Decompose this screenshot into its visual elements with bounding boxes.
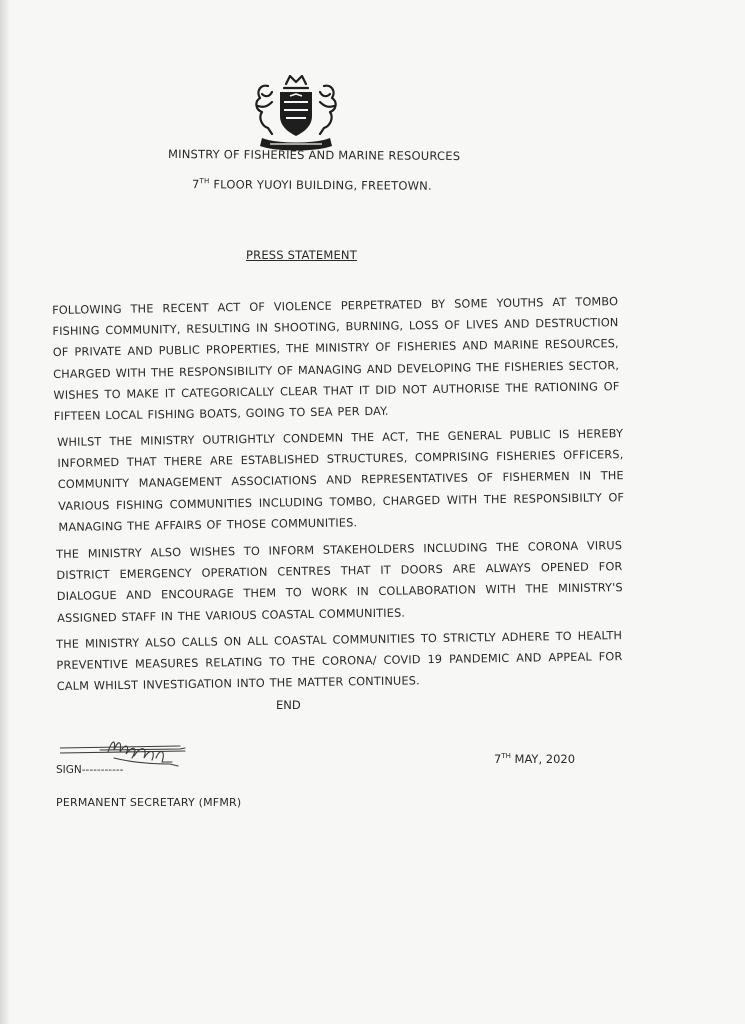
document-title: PRESS STATEMENT — [246, 248, 357, 262]
handwritten-signature — [60, 736, 270, 786]
paragraph-1: FOLLOWING THE RECENT ACT OF VIOLENCE PERPETRATED BY SOME YOUTHS AT TOMBO FISHING COMMUNITY, RESULTING IN SHOOTING, BURNING, LOSS OF LIVES AND DESTRUCTION OF PRIVATE AND PUBLIC PROPERTIES, THE MINISTRY OF FISHERIES AND MARINE RESOURCES, CHARGED WITH THE RESPONSIBILITY OF MANAGING AND DEVELOPING THE FISHERIES SECTOR, WISHES TO MAKE IT CATEGORICALLY CLEAR THAT IT DID NOT AUTHORISE THE RATIONING OF FIFTEEN LOCAL FISHING BOATS, GOING TO SEA PER DAY. — [52, 295, 620, 424]
signatory-title: PERMANENT SECRETARY (MFMR) — [56, 796, 242, 809]
floor-suffix: TH — [199, 177, 210, 186]
statement-date — [494, 752, 575, 766]
end-label: END — [276, 698, 301, 712]
paragraph-3: THE MINISTRY ALSO WISHES TO INFORM STAKEHOLDERS INCLUDING THE CORONA VIRUS DISTRICT EMERGENCY OPERATION CENTRES THAT IT DOORS ARE ALWAYS OPENED FOR DIALOGUE AND ENCOURAGE THEM TO WORK IN COLLABORATION WITH THE MINISTRY'S ASSIGNED STAFF IN THE VARIOUS COASTAL COMMUNITIES. — [56, 539, 623, 625]
scan-edge-shadow — [0, 0, 10, 1024]
ministry-address — [192, 177, 432, 193]
date-rest: MAY, 2020 — [510, 752, 576, 766]
paragraph-2: WHILST THE MINISTRY OUTRIGHTLY CONDEMN THE ACT, THE GENERAL PUBLIC IS HEREBY INFORMED THAT THERE ARE ESTABLISHED STRUCTURES, COMPRISING FISHERIES OFFICERS, COMMUNITY MANAGEMENT ASSOCIATIONS AND REPRESENTATIVES OF FISHERMEN IN THE VARIOUS FISHING COMMUNITIES INCLUDING TOMBO, CHARGED WITH THE RESPONSIBILTY OF MANAGING THE AFFAIRS OF THOSE COMMUNITIES. — [57, 427, 625, 534]
address-rest: FLOOR YUOYI BUILDING, FREETOWN. — [209, 177, 432, 193]
date-suffix: TH — [501, 752, 511, 760]
floor-number: 7 — [191, 177, 200, 192]
sign-label: SIGN----------- — [56, 764, 124, 776]
date-day: 7 — [494, 752, 502, 766]
ministry-name: MINSTRY OF FISHERIES AND MARINE RESOURCES — [167, 146, 461, 164]
paragraph-4: THE MINISTRY ALSO CALLS ON ALL COASTAL COMMUNITIES TO STRICTLY ADHERE TO HEALTH PREVENTIVE MEASURES RELATING TO THE CORONA/ COVID 19 PANDEMIC AND APPEAL FOR CALM WHILST INVESTIGATION INTO THE MATTER CONTINUES. — [56, 629, 623, 694]
coat-of-arms-icon — [246, 72, 346, 154]
